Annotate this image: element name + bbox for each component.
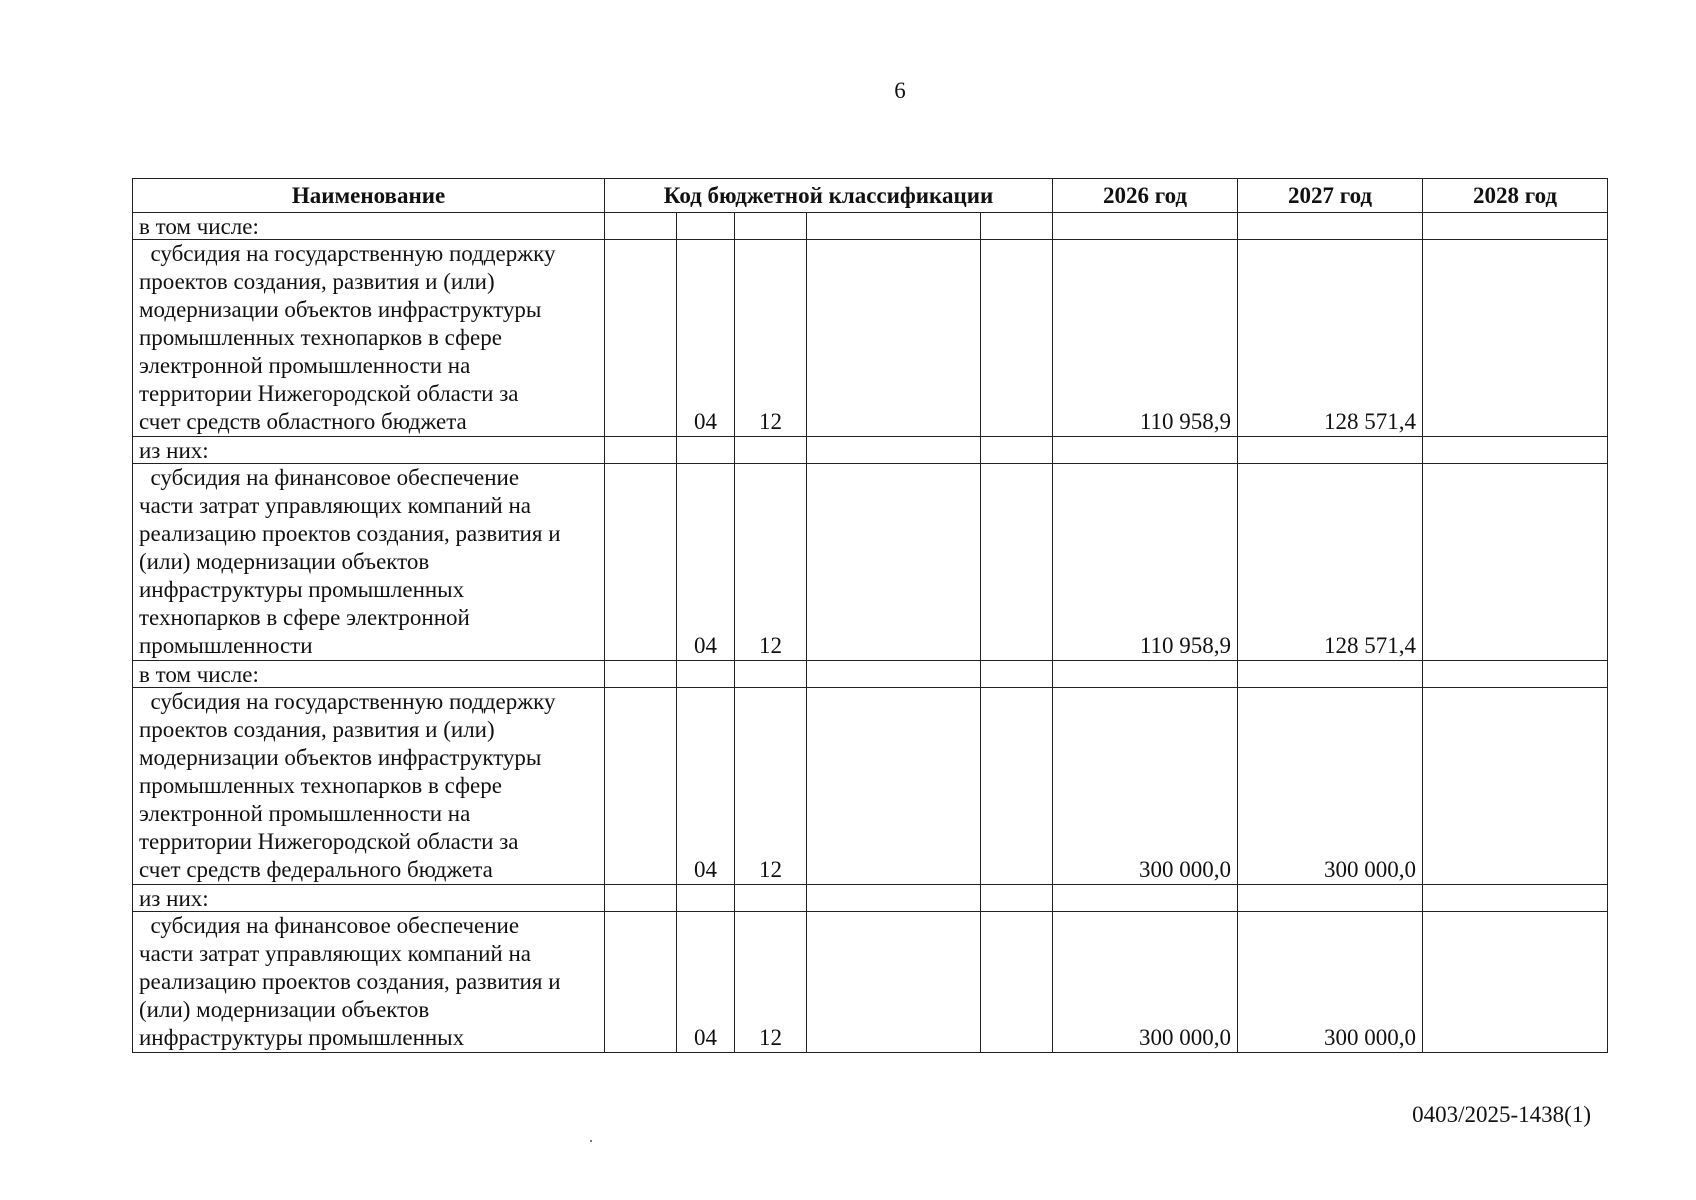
header-code: Код бюджетной классификации bbox=[605, 179, 1053, 213]
value-2028 bbox=[1423, 464, 1608, 661]
value-2027: 300 000,0 bbox=[1238, 912, 1423, 1053]
row-name: в том числе: bbox=[133, 661, 605, 688]
scan-speck bbox=[590, 1140, 592, 1142]
table-row bbox=[133, 661, 1608, 688]
code-section: 04 bbox=[677, 688, 735, 885]
value-2028 bbox=[1423, 912, 1608, 1053]
row-name: субсидия на государственную поддержку проектов создания, развития и (или) модернизации объектов инфраструктуры промышленных технопарков в сфере электронной промышленности на территории Нижегородской области за счет средств областного бюджета bbox=[139, 241, 556, 434]
value-2027: 300 000,0 bbox=[1238, 688, 1423, 885]
page-number: 6 bbox=[894, 78, 906, 103]
table-row bbox=[133, 912, 1608, 1053]
row-name: из них: bbox=[133, 885, 605, 912]
table-row bbox=[133, 885, 1608, 912]
value-2027: 128 571,4 bbox=[1238, 464, 1423, 661]
table-row bbox=[133, 240, 1608, 437]
row-name: субсидия на государственную поддержку проектов создания, развития и (или) модернизации объектов инфраструктуры промышленных технопарков в сфере электронной промышленности на территории Нижегородской области за счет средств федерального бюджета bbox=[139, 689, 556, 882]
value-2028 bbox=[1423, 240, 1608, 437]
value-2026: 110 958,9 bbox=[1053, 464, 1238, 661]
value-2028 bbox=[1423, 688, 1608, 885]
code-subsection: 12 bbox=[735, 912, 807, 1053]
document-code: 0403/2025-1438(1) bbox=[1412, 1102, 1591, 1127]
budget-table bbox=[132, 178, 1608, 1053]
code-subsection: 12 bbox=[735, 464, 807, 661]
header-name: Наименование bbox=[133, 179, 605, 213]
code-section: 04 bbox=[677, 912, 735, 1053]
header-2026: 2026 год bbox=[1053, 179, 1238, 213]
header-2027: 2027 год bbox=[1238, 179, 1423, 213]
table-row bbox=[133, 464, 1608, 661]
code-section: 04 bbox=[677, 464, 735, 661]
value-2026: 110 958,9 bbox=[1053, 240, 1238, 437]
table-row bbox=[133, 688, 1608, 885]
value-2026: 300 000,0 bbox=[1053, 688, 1238, 885]
code-subsection: 12 bbox=[735, 240, 807, 437]
row-name: субсидия на финансовое обеспечение части затрат управляющих компаний на реализацию проектов создания, развития и (или) модернизации объектов инфраструктуры промышленных bbox=[139, 913, 561, 1050]
code-section: 04 bbox=[677, 240, 735, 437]
header-2028: 2028 год bbox=[1423, 179, 1608, 213]
header-row bbox=[133, 179, 1608, 213]
row-name: из них: bbox=[133, 437, 605, 464]
row-name: в том числе: bbox=[133, 213, 605, 240]
code-subsection: 12 bbox=[735, 688, 807, 885]
value-2026: 300 000,0 bbox=[1053, 912, 1238, 1053]
row-name: субсидия на финансовое обеспечение части затрат управляющих компаний на реализацию проектов создания, развития и (или) модернизации объектов инфраструктуры промышленных технопарков в сфере электронной промышленности bbox=[139, 465, 561, 658]
table-row bbox=[133, 437, 1608, 464]
value-2027: 128 571,4 bbox=[1238, 240, 1423, 437]
table-row bbox=[133, 213, 1608, 240]
